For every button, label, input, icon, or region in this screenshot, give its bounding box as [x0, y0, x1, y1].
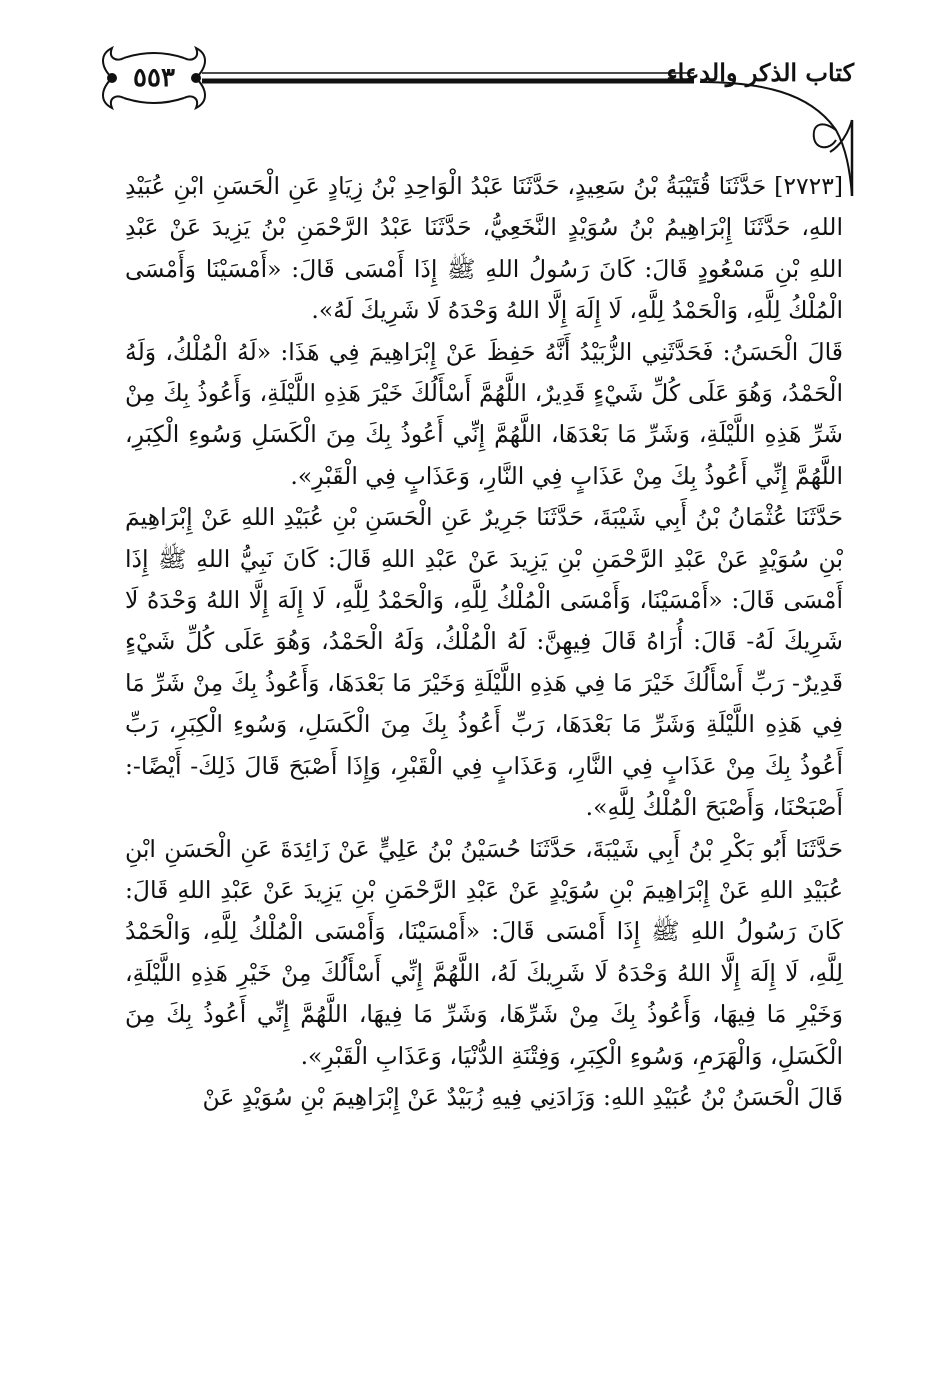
paragraph: حَدَّثَنَا أَبُو بَكْرِ بْنُ أَبِي شَيْبَةَ، حَدَّثَنَا حُسَيْنُ بْنُ عَلِيٍّ عَنْ زَائِدَةَ عَنِ الْحَسَنِ ابْنِ عُبَيْدِ اللهِ عَنْ إِبْرَاهِيمَ بْنِ سُوَيْدٍ عَنْ عَبْدِ الرَّحْمَنِ بْنِ يَزِيدَ عَنْ عَبْدِ اللهِ قَالَ: كَانَ رَسُولُ اللهِ ﷺ إِذَا أَمْسَى قَالَ: «أَمْسَيْنَا، وَأَمْسَى الْمُلْكُ لِلَّهِ، وَالْحَمْدُ لِلَّهِ، لَا إِلَهَ إِلَّا اللهُ وَحْدَهُ لَا شَرِيكَ لَهُ، اللَّهُمَّ إِنِّي أَسْأَلُكَ مِنْ خَيْرِ هَذِهِ اللَّيْلَةِ، وَخَيْرِ مَا فِيهَا، وَأَعُوذُ بِكَ مِنْ شَرِّهَا، وَشَرِّ مَا فِيهَا، اللَّهُمَّ إِنِّي أَعُوذُ بِكَ مِنَ الْكَسَلِ، وَالْهَرَمِ، وَسُوءِ الْكِبَرِ، وَفِتْنَةِ الدُّنْيَا، وَعَذَابِ الْقَبْرِ». [125, 834, 843, 1070]
paragraph: [٢٧٢٣] حَدَّثَنَا قُتَيْبَةُ بْنُ سَعِيدٍ، حَدَّثَنَا عَبْدُ الْوَاحِدِ بْنُ زِيَادٍ عَنِ الْحَسَنِ ابْنِ عُبَيْدِ اللهِ، حَدَّثَنَا إِبْرَاهِيمُ بْنُ سُوَيْدٍ النَّخَعِيُّ، حَدَّثَنَا عَبْدُ الرَّحْمَنِ بْنُ يَزِيدَ عَنْ عَبْدِ اللهِ بْنِ مَسْعُودٍ قَالَ: كَانَ رَسُولُ اللهِ ﷺ إِذَا أَمْسَى قَالَ: «أَمْسَيْنَا وَأَمْسَى الْمُلْكُ لِلَّهِ، وَالْحَمْدُ لِلَّهِ، لَا إِلَهَ إِلَّا اللهُ وَحْدَهُ لَا شَرِيكَ لَهُ». [125, 172, 843, 325]
paragraph: قَالَ الْحَسَنُ بْنُ عُبَيْدِ اللهِ: وَزَادَنِي فِيهِ زُبَيْدٌ عَنْ إِبْرَاهِيمَ بْنِ سُوَيْدٍ عَنْ [202, 1082, 843, 1111]
paragraph: قَالَ الْحَسَنُ: فَحَدَّثَنِي الزُّبَيْدُ أَنَّهُ حَفِظَ عَنْ إِبْرَاهِيمَ فِي هَذَا: «لَهُ الْمُلْكُ، وَلَهُ الْحَمْدُ، وَهُوَ عَلَى كُلِّ شَيْءٍ قَدِيرٌ، اللَّهُمَّ أَسْأَلُكَ خَيْرَ هَذِهِ اللَّيْلَةِ، وَأَعُوذُ بِكَ مِنْ شَرِّ هَذِهِ اللَّيْلَةِ، وَشَرِّ مَا بَعْدَهَا، اللَّهُمَّ إِنِّي أَعُوذُ بِكَ مِنَ الْكَسَلِ وَسُوءِ الْكِبَرِ، اللَّهُمَّ إِنِّي أَعُوذُ بِكَ مِنْ عَذَابٍ فِي النَّارِ، وَعَذَابٍ فِي الْقَبْرِ». [125, 337, 843, 490]
book-title: كتاب الذكر والدعاء [666, 58, 854, 87]
page-number: ٥٥٣ [133, 63, 175, 93]
paragraph: حَدَّثَنَا عُثْمَانُ بْنُ أَبِي شَيْبَةَ، حَدَّثَنَا جَرِيرٌ عَنِ الْحَسَنِ بْنِ عُبَيْدِ اللهِ عَنْ إِبْرَاهِيمَ بْنِ سُوَيْدٍ عَنْ عَبْدِ الرَّحْمَنِ بْنِ يَزِيدَ عَنْ عَبْدِ اللهِ قَالَ: كَانَ نَبِيُّ اللهِ ﷺ إِذَا أَمْسَى قَالَ: «أَمْسَيْنَا، وَأَمْسَى الْمُلْكُ لِلَّهِ، وَالْحَمْدُ لِلَّهِ، لَا إِلَهَ إِلَّا اللهُ وَحْدَهُ لَا شَرِيكَ لَهُ- قَالَ: أُرَاهُ قَالَ فِيهِنَّ: لَهُ الْمُلْكُ، وَلَهُ الْحَمْدُ، وَهُوَ عَلَى كُلِّ شَيْءٍ قَدِيرٌ- رَبِّ أَسْأَلُكَ خَيْرَ مَا فِي هَذِهِ اللَّيْلَةِ وَخَيْرَ مَا بَعْدَهَا، وَأَعُوذُ بِكَ مِنْ شَرِّ مَا فِي هَذِهِ اللَّيْلَةِ وَشَرِّ مَا بَعْدَهَا، رَبِّ أَعُوذُ بِكَ مِنَ الْكَسَلِ، وَسُوءِ الْكِبَرِ، رَبِّ أَعُوذُ بِكَ مِنْ عَذَابٍ فِي النَّارِ، وَعَذَابٍ فِي الْقَبْرِ، وَإِذَا أَصْبَحَ قَالَ ذَلِكَ- أَيْضًا-: أَصْبَحْنَا، وَأَصْبَحَ الْمُلْكُ لِلَّهِ». [125, 503, 844, 822]
main-text [125, 166, 843, 1316]
header-rule [202, 73, 694, 81]
